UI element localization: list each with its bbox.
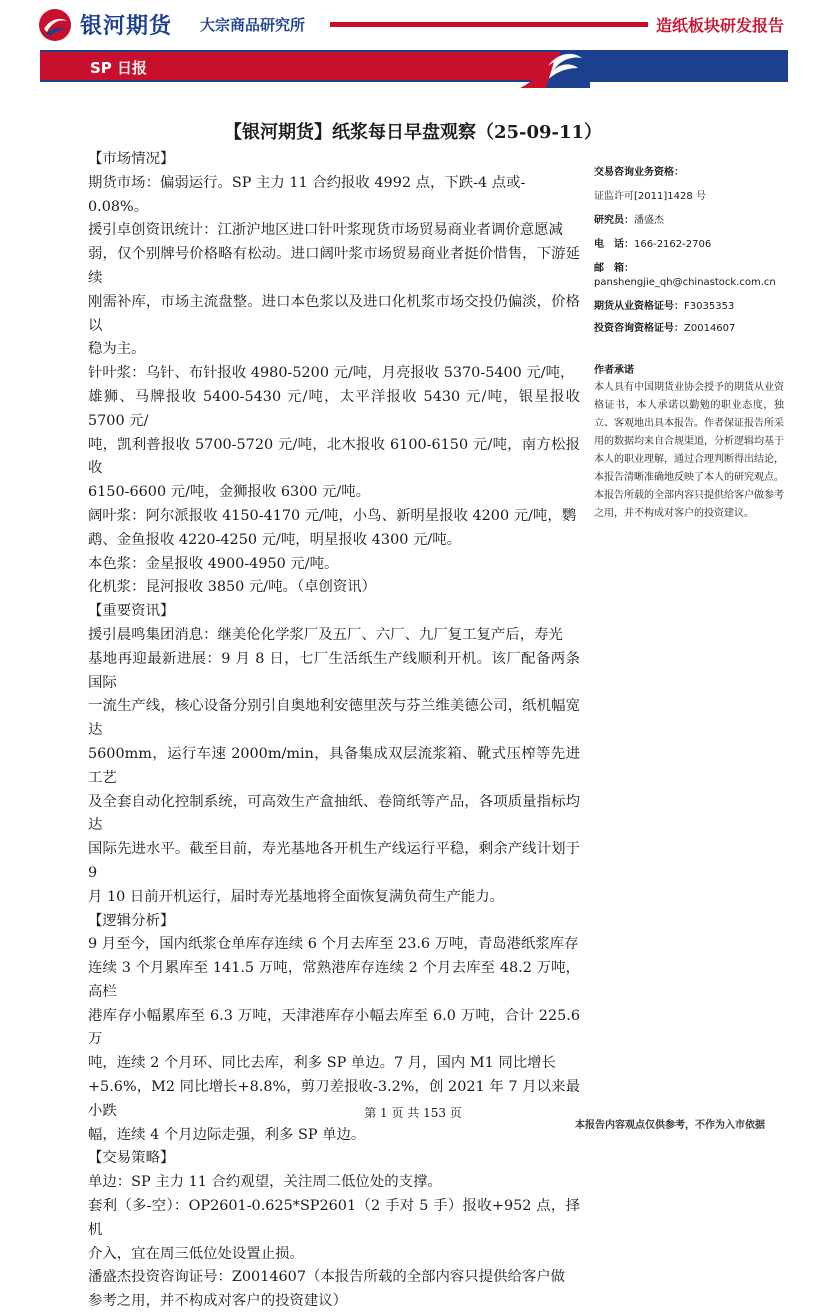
- body-line: 针叶浆：乌针、布针报收 4980-5200 元/吨，月亮报收 5370-5400 元/吨，: [88, 365, 575, 382]
- body-line: 潘盛杰投资咨询证号：Z0014607（本报告所载的全部内容只提供给客户做: [88, 1269, 566, 1286]
- license-number: 证监许可[2011]1428 号: [594, 191, 706, 202]
- swoosh-icon: [520, 44, 590, 88]
- daily-label: SP 日报: [90, 59, 148, 77]
- body-line: 9 月至今，国内纸浆仓单库存连续 6 个月去库至 23.6 万吨，青岛港纸浆库存: [88, 936, 579, 953]
- phone-label: 电 话：: [594, 239, 634, 250]
- body-line: +5.6%，M2 同比增长+8.8%，剪刀差报收-3.2%，创 2021 年 7 月以来最小跌: [88, 1079, 580, 1119]
- galaxy-logo-icon: [38, 8, 72, 42]
- body-line: 期货市场：偏弱运行。SP 主力 11 合约报收 4992 点，下跌-4 点或-: [88, 174, 526, 191]
- email-link[interactable]: panshengjie_qh@chinastock.com.cn: [594, 277, 776, 288]
- body-line: 幅，连续 4 个月边际走强，利多 SP 单边。: [88, 1126, 366, 1143]
- page-number: 第 1 页 共 153 页: [364, 1106, 462, 1120]
- phone-value: 166-2162-2706: [634, 239, 712, 250]
- body-line: 本色浆：金星报收 4900-4950 元/吨。: [88, 555, 339, 572]
- body-line: 【交易策略】: [88, 1150, 175, 1167]
- body-line: 援引卓创资讯统计：江浙沪地区进口针叶浆现货市场贸易商业者调价意愿减: [88, 222, 563, 239]
- report-type: 造纸板块研发报告: [656, 16, 785, 35]
- invest-cert-label: 投资咨询资格证号：: [594, 323, 684, 334]
- body-line: 吨，连续 2 个月环、同比去库，利多 SP 单边。7 月，国内 M1 同比增长: [88, 1055, 556, 1072]
- body-line: 化机浆：昆河报收 3850 元/吨。（卓创资讯）: [88, 579, 377, 596]
- qualification-label: 交易咨询业务资格：: [594, 167, 684, 178]
- body-line: 6150-6600 元/吨，金狮报收 6300 元/吨。: [88, 484, 371, 501]
- researcher-row: [594, 211, 664, 226]
- body-line: 援引晨鸣集团消息：继美伦化学浆厂及五厂、六厂、九厂复工复产后，寿光: [88, 626, 563, 643]
- body-line: 雄狮、马牌报收 5400-5430 元/吨，太平洋报收 5430 元/吨，银星报收 5700 元/: [88, 388, 580, 429]
- body-line: 弱，仅个别牌号价格略有松动。进口阔叶浆市场贸易商业者挺价惜售，下游延续: [88, 246, 580, 286]
- futures-cert-value: F3035353: [684, 301, 735, 312]
- institute-name: 大宗商品研究所: [200, 16, 306, 34]
- researcher-name: 潘盛杰: [634, 215, 664, 226]
- report-header: [0, 0, 826, 90]
- body-line: 稳为主。: [88, 341, 146, 358]
- body-line: 国际先进水平。截至目前，寿光基地各开机生产线运行平稳，剩余产线计划于 9: [88, 841, 580, 881]
- report-body: [88, 148, 580, 1314]
- body-line: 单边：SP 主力 11 合约观望，关注周二低位处的支撑。: [88, 1174, 442, 1191]
- body-line: 鹉、金鱼报收 4220-4250 元/吨，明星报收 4300 元/吨。: [88, 531, 461, 548]
- header-divider: [330, 22, 648, 27]
- body-line: 5600mm，运行车速 2000m/min，具备集成双层流浆箱、靴式压榨等先进工艺: [88, 745, 580, 786]
- body-line: 刚需补库，市场主流盘整。进口本色浆以及进口化机浆市场交投仍偏淡，价格以: [88, 293, 580, 334]
- invest-cert-row: [594, 319, 735, 334]
- body-line: 【逻辑分析】: [88, 912, 175, 929]
- pledge-text: 本人具有中国期货业协会授予的期货从业资格证书，本人承诺以勤勉的职业态度，独立、客观地出具本报告。作者保证报告所采用的数据均来自合规渠道，分析逻辑均基于本人的职业理解，通过合理判断得出结论，本报告清晰准确地反映了本人的研究观点。本报告所载的全部内容只提供给客户做参考之用，并不构成对客户的投资建议。: [594, 382, 784, 519]
- body-line: 连续 3 个月累库至 141.5 万吨，常熟港库存连续 2 个月去库至 48.2 万吨，高栏: [88, 960, 580, 1000]
- futures-cert-label: 期货从业资格证号：: [594, 301, 684, 312]
- disclaimer-note: 本报告内容观点仅供参考，不作为入市依据: [575, 1120, 765, 1131]
- invest-cert-value: Z0014607: [684, 323, 736, 334]
- body-line: 【重要资讯】: [88, 603, 175, 620]
- brand-name: 银河期货: [80, 14, 173, 39]
- body-line: 介入，宜在周三低位处设置止损。: [88, 1245, 304, 1262]
- body-line: 套利（多-空）：OP2601-0.625*SP2601（2 手对 5 手）报收+952 点，择机: [88, 1198, 580, 1238]
- body-line: 港库存小幅累库至 6.3 万吨，天津港库存小幅去库至 6.0 万吨，合计 225.6 万: [88, 1007, 580, 1048]
- page-title: 【银河期货】纸浆每日早盘观察（25-09-11）: [223, 122, 603, 143]
- body-line: 月 10 日前开机运行，届时寿光基地将全面恢复满负荷生产能力。: [88, 888, 505, 905]
- researcher-label: 研究员：: [594, 215, 634, 226]
- body-line: 基地再迎最新进展：9 月 8 日，七厂生活纸生产线顺利开机。该厂配备两条国际: [88, 650, 580, 691]
- email-label: 邮 箱：: [594, 263, 634, 274]
- body-line: 0.08%。: [88, 198, 149, 215]
- body-line: 参考之用，并不构成对客户的投资建议）: [88, 1293, 348, 1310]
- body-line: 吨，凯利普报收 5700-5720 元/吨，北木报收 6100-6150 元/吨，南方松报收: [88, 436, 580, 477]
- phone-row: [594, 235, 711, 250]
- pledge-title: 作者承诺: [594, 365, 634, 376]
- body-line: 一流生产线，核心设备分别引自奥地利安德里茨与芬兰维美德公司，纸机幅宽达: [88, 698, 580, 739]
- futures-cert-row: [594, 297, 734, 312]
- body-line: 阔叶浆：阿尔派报收 4150-4170 元/吨，小鸟、新明星报收 4200 元/吨，鹦: [88, 507, 577, 524]
- body-line: 【市场情况】: [88, 151, 175, 167]
- body-line: 及全套自动化控制系统，可高效生产盒抽纸、卷筒纸等产品，各项质量指标均达: [88, 793, 580, 834]
